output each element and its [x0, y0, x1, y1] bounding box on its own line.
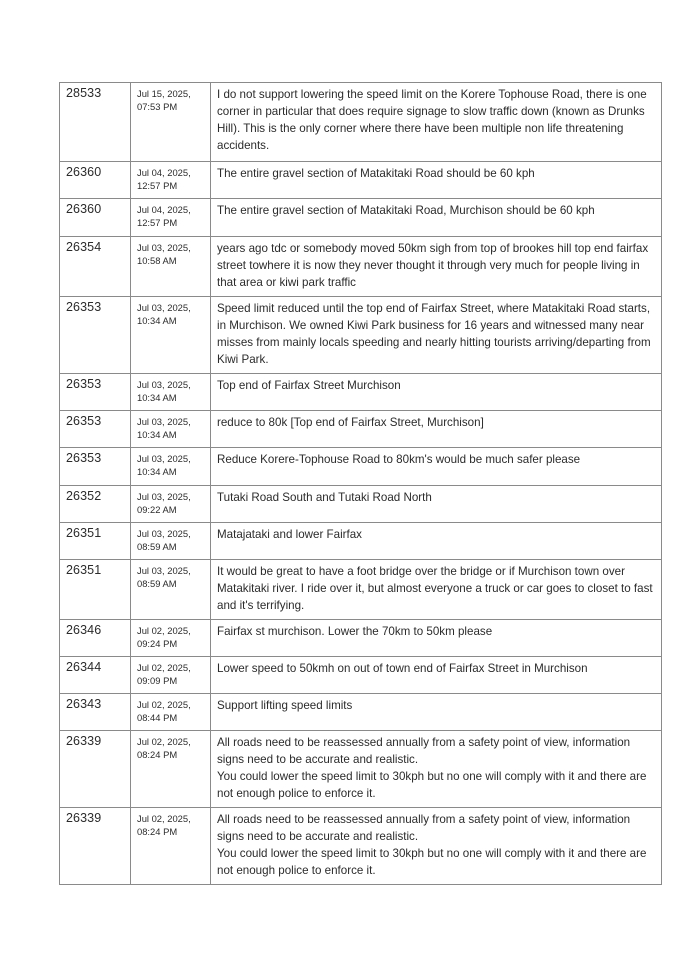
submission-id: 26353: [60, 374, 131, 411]
submission-date: Jul 04, 2025, 12:57 PM: [131, 162, 211, 199]
submission-comment: Tutaki Road South and Tutaki Road North: [211, 486, 662, 523]
submission-id: 26360: [60, 162, 131, 199]
submission-date: Jul 03, 2025, 10:34 AM: [131, 374, 211, 411]
table-row: [60, 486, 662, 523]
submission-id: 26343: [60, 694, 131, 731]
submission-date: Jul 02, 2025, 08:44 PM: [131, 694, 211, 731]
submission-comment: Matajataki and lower Fairfax: [211, 523, 662, 560]
submission-comment: reduce to 80k [Top end of Fairfax Street, Murchison]: [211, 411, 662, 448]
submission-date: Jul 02, 2025, 09:24 PM: [131, 620, 211, 657]
submission-id: 26351: [60, 560, 131, 620]
submission-id: 26352: [60, 486, 131, 523]
table-row: [60, 808, 662, 885]
submission-date: Jul 03, 2025, 08:59 AM: [131, 560, 211, 620]
submission-comment: I do not support lowering the speed limit on the Korere Tophouse Road, there is one corner in particular that does require signage to slow traffic down (known as Drunks Hill). This is the only corner where there have been multiple non life threatening accidents.: [211, 83, 662, 162]
submission-id: 26353: [60, 448, 131, 486]
submission-date: Jul 03, 2025, 08:59 AM: [131, 523, 211, 560]
submission-id: 26339: [60, 731, 131, 808]
table-row: [60, 297, 662, 374]
submission-date: Jul 03, 2025, 10:34 AM: [131, 448, 211, 486]
submission-date: Jul 03, 2025, 09:22 AM: [131, 486, 211, 523]
submission-comment: Fairfax st murchison. Lower the 70km to 50km please: [211, 620, 662, 657]
submission-id: 26360: [60, 199, 131, 237]
submission-comment: Support lifting speed limits: [211, 694, 662, 731]
submission-id: 26353: [60, 297, 131, 374]
submission-date: Jul 03, 2025, 10:58 AM: [131, 237, 211, 297]
submission-comment: The entire gravel section of Matakitaki Road should be 60 kph: [211, 162, 662, 199]
table-row: [60, 694, 662, 731]
submission-comment: Top end of Fairfax Street Murchison: [211, 374, 662, 411]
submission-id: 26353: [60, 411, 131, 448]
submission-id: 26344: [60, 657, 131, 694]
submission-id: 26346: [60, 620, 131, 657]
submissions-table-body: [60, 83, 662, 885]
submission-comment: Speed limit reduced until the top end of Fairfax Street, where Matakitaki Road starts, in Murchison. We owned Kiwi Park business for 16 years and witnessed many near misses from mainly locals speeding and nearly hitting tourists arriving/departing from Kiwi Park.: [211, 297, 662, 374]
submission-id: 28533: [60, 83, 131, 162]
submission-date: Jul 02, 2025, 08:24 PM: [131, 808, 211, 885]
submission-id: 26354: [60, 237, 131, 297]
table-row: [60, 657, 662, 694]
submission-comment: Reduce Korere-Tophouse Road to 80km's would be much safer please: [211, 448, 662, 486]
table-row: [60, 523, 662, 560]
submission-comment: Lower speed to 50kmh on out of town end of Fairfax Street in Murchison: [211, 657, 662, 694]
table-row: [60, 448, 662, 486]
table-row: [60, 83, 662, 162]
table-row: [60, 560, 662, 620]
table-row: [60, 199, 662, 237]
table-row: [60, 237, 662, 297]
table-row: [60, 374, 662, 411]
submission-comment: The entire gravel section of Matakitaki Road, Murchison should be 60 kph: [211, 199, 662, 237]
submission-date: Jul 03, 2025, 10:34 AM: [131, 297, 211, 374]
submission-comment: All roads need to be reassessed annually from a safety point of view, information signs need to be accurate and realistic. You could lower the speed limit to 30kph but no one will comply with it and there are not enough police to enforce it.: [211, 731, 662, 808]
table-row: [60, 620, 662, 657]
submission-comment: years ago tdc or somebody moved 50km sigh from top of brookes hill top end fairfax street towhere it is now they never thought it through very much for people living in that area or kiwi park traffic: [211, 237, 662, 297]
table-row: [60, 411, 662, 448]
submission-comment: It would be great to have a foot bridge over the bridge or if Murchison town over Matakitaki river. I ride over it, but almost everyone a truck or car goes to closet to fast and it's terrifying.: [211, 560, 662, 620]
submission-comment: All roads need to be reassessed annually from a safety point of view, information signs need to be accurate and realistic. You could lower the speed limit to 30kph but no one will comply with it and there are not enough police to enforce it.: [211, 808, 662, 885]
submission-date: Jul 02, 2025, 08:24 PM: [131, 731, 211, 808]
submission-date: Jul 02, 2025, 09:09 PM: [131, 657, 211, 694]
table-row: [60, 162, 662, 199]
submission-date: Jul 04, 2025, 12:57 PM: [131, 199, 211, 237]
submission-date: Jul 03, 2025, 10:34 AM: [131, 411, 211, 448]
submission-id: 26339: [60, 808, 131, 885]
submission-id: 26351: [60, 523, 131, 560]
submissions-table: [59, 82, 662, 885]
table-row: [60, 731, 662, 808]
submission-date: Jul 15, 2025, 07:53 PM: [131, 83, 211, 162]
